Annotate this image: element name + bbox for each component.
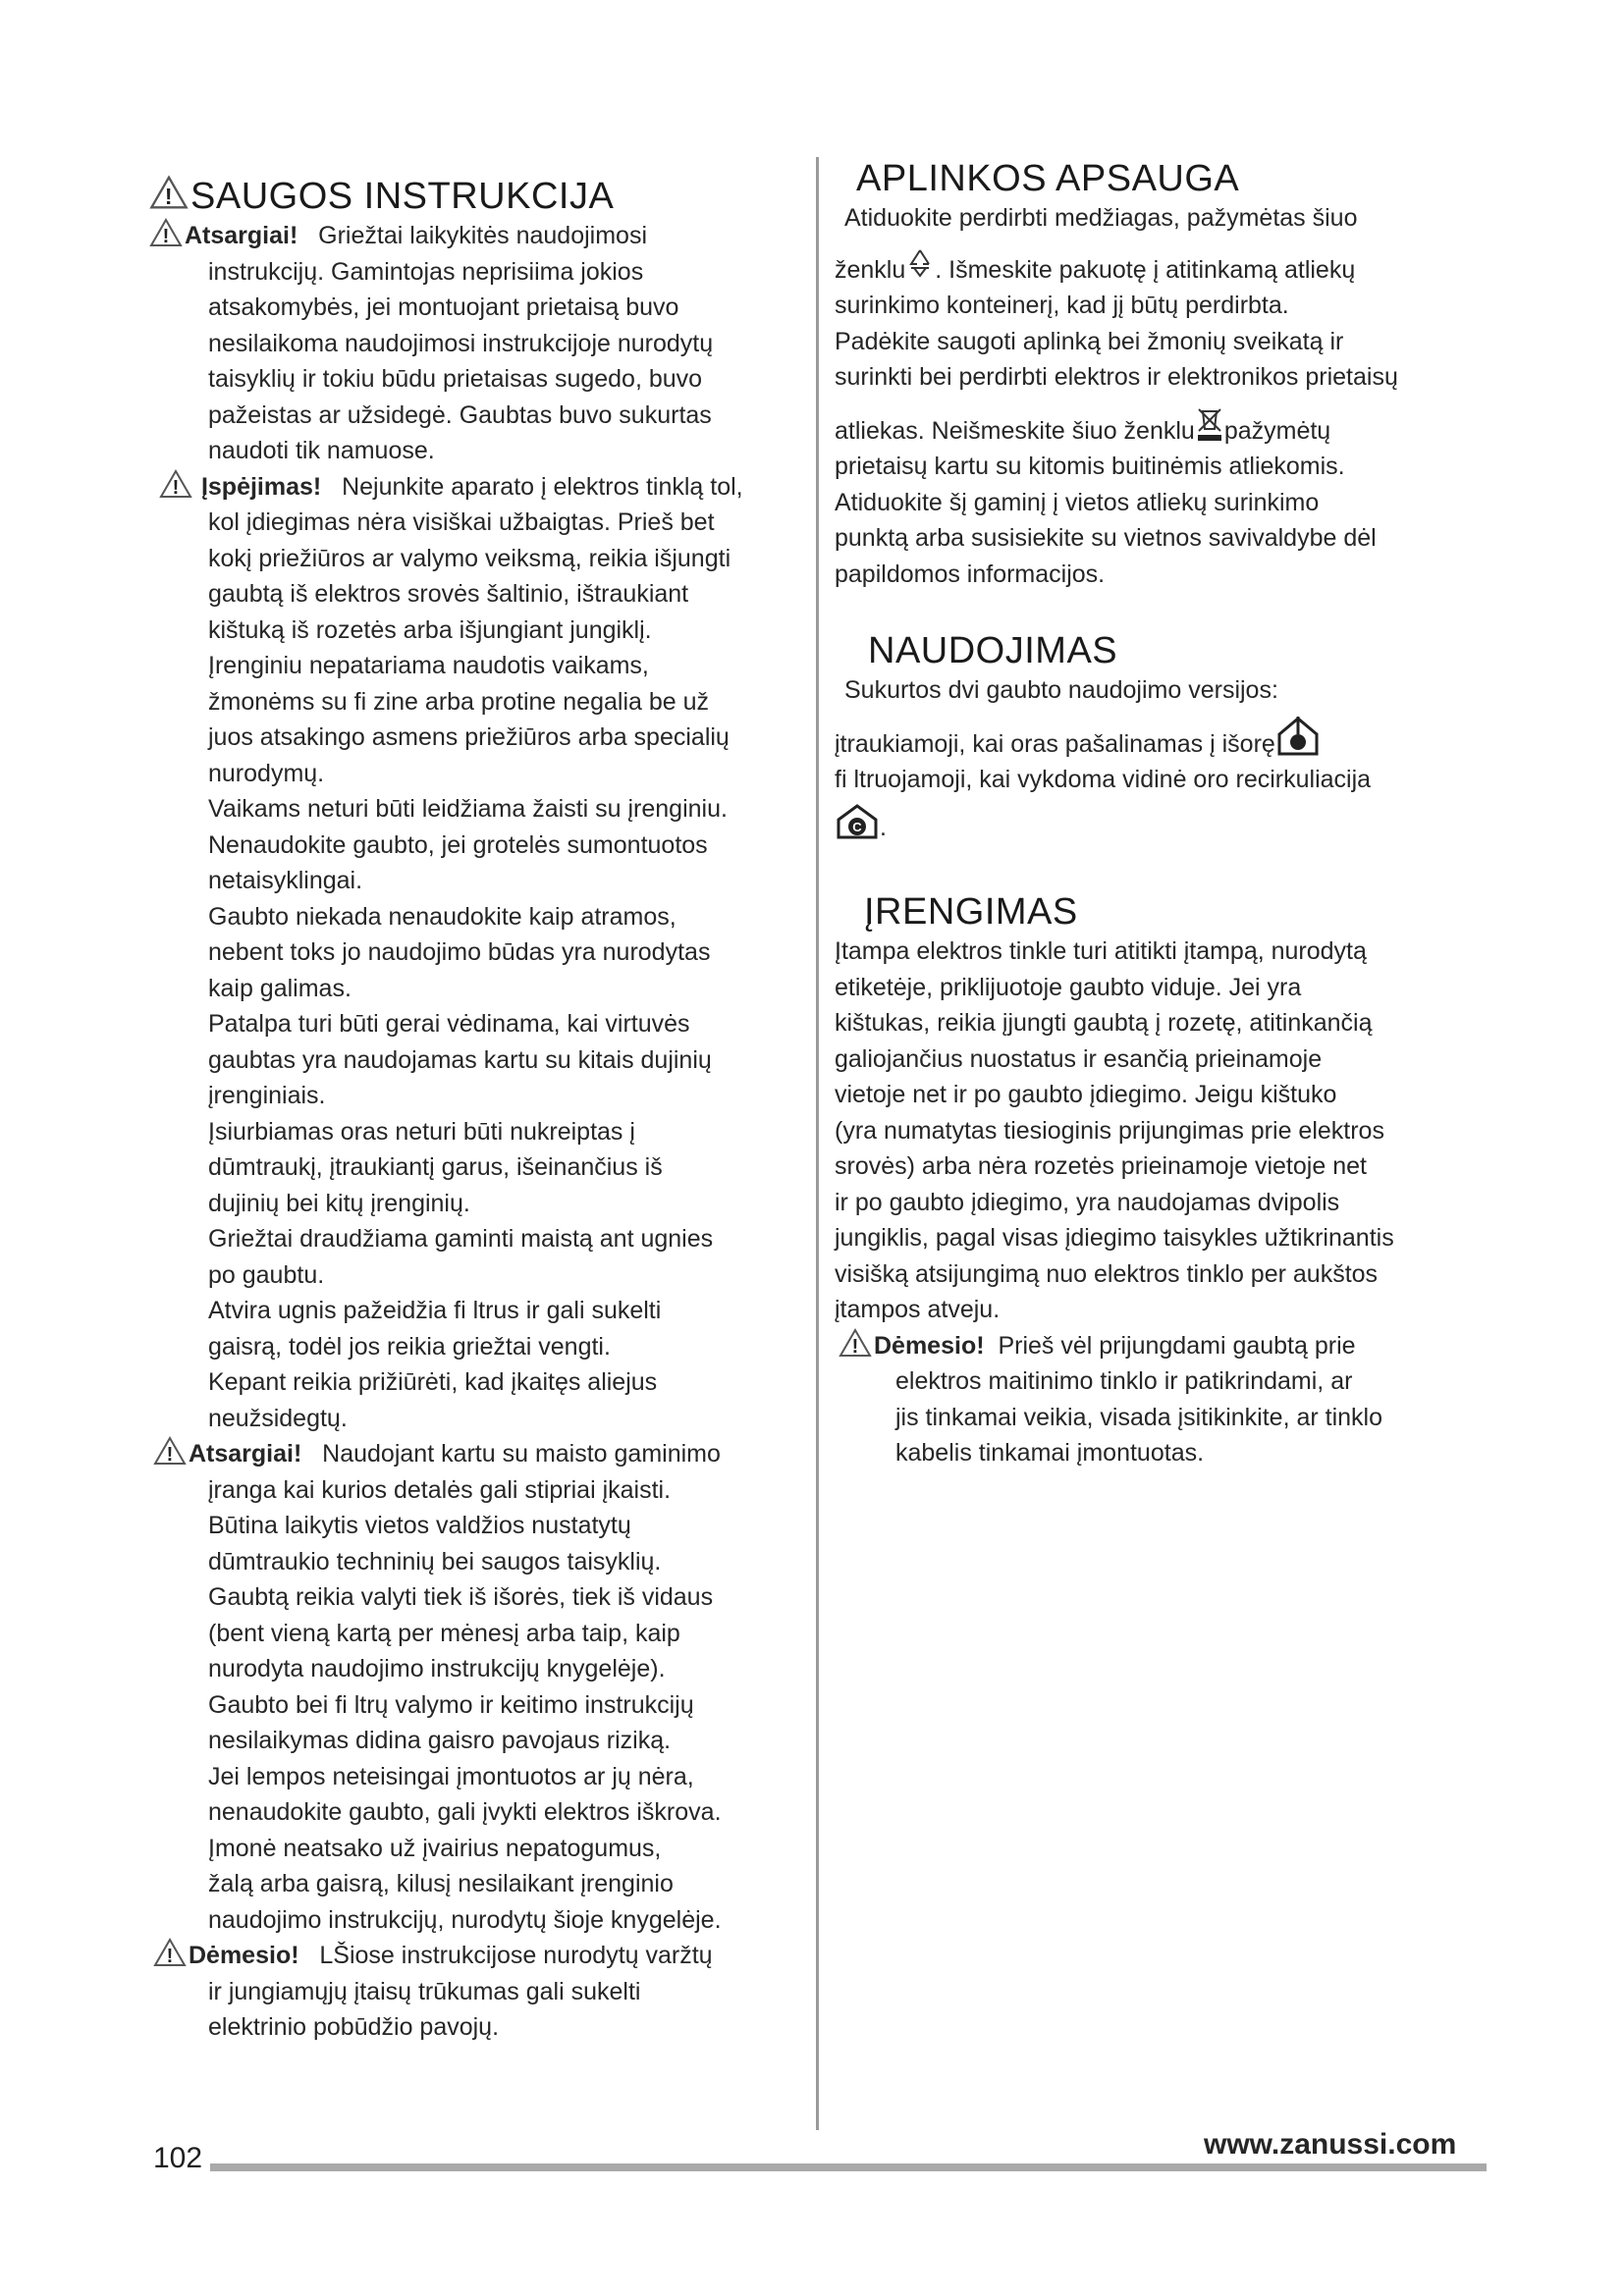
caution-2-text: įranga kai kurios detalės gali stipriai įkaisti. Būtina laikytis vietos valdžios nustatytų dūmtraukio techninių bei saugos taisyklių. Gaubtą reikia valyti tiek iš išorės, tiek iš vidaus (bent vieną kartą per mėnesį arba taip, kaip nurodyta naudojimo instrukcijų knygelėje). Gaubto bei fi ltrų valymo ir keitimo instrukcijų nesilaikymas didina gaisro pavojaus riziką. Jei lempos neteisingai įmontuotos ar jų nėra, nenaudokite gaubto, gali įvykti elektros iškrova. Įmonė neatsako už įvairius nepatogumus, žalą arba gaisrą, kilusį nesilaikant įrenginio naudojimo instrukcijų, nurodytų šioje knygelėje. [208,1475,722,1934]
extraction-mode-icon [1275,715,1321,758]
installation-line: ir po gaubto įdiegimo, yra naudojamas dvipolis [835,1188,1340,1216]
svg-text:C: C [852,819,862,834]
environment-line: surinkimo konteinerį, kad jį būtų perdirbta. [835,292,1289,319]
warning-text: kol įdiegimas nėra visiškai užbaigtas. Prieš bet kokį priežiūros ar valymo veiksmą, reikia išjungti gaubtą iš elektros srovės šaltinio, ištraukiant kištuką iš rozetės arba išjungiant jungiklį. Įrenginiu nepatariama naudotis vaikams, žmonėms su fi zine arba protine negalia be už juos atsakingo asmens priežiūros arba specialių nurodymų. Vaikams neturi būti leidžiama žaisti su įrenginiu. Nenaudokite gaubto, jei grotelės sumontuotos netaisyklingai. Gaubto niekada nenaudokite kaip atramos, nebent toks jo naudojimo būdas yra nurodytas kaip galimas. Patalpa turi būti gerai vėdinama, kai virtuvės gaubtas yra naudojamas kartu su kitais dujinių įrenginiais. Įsiurbiamas oras neturi būti nukreiptas į dūmtraukį, įtraukiantį garus, išeinančius iš dujinių bei kitų įrenginių. Griežtai draudžiama gaminti maistą ant ugnies po gaubtu. Atvira ugnis pažeidžia fi ltrus ir gali sukelti gaisrą, todėl jos reikia griežtai vengti. Kepant reikia prižiūrėti, kad įkaitęs aliejus neužsidegtų. [208,508,731,1432]
crossed-bin-icon [1195,405,1224,443]
environment-line: punktą arba susisiekite su vietnos savivaldybe dėl [835,524,1377,552]
installation-title: ĮRENGIMAS [864,891,1078,933]
warning-icon [153,1436,187,1466]
right-column [835,157,1502,1471]
usage-line: C . [835,802,1502,846]
warning-icon [149,218,183,247]
usage-line: fi ltruojamoji, kai vykdoma vidinė oro recirkuliacija [835,766,1372,793]
environment-line: Atiduokite šį gaminį į vietos atliekų surinkimo [835,488,1320,516]
attention-heading: Dėmesio! LŠiose instrukcijose nurodytų varžtų [153,1938,825,1974]
installation-line: galiojančius nuostatus ir esančią prieinamoje [835,1044,1323,1073]
environment-line: ženklu . Išmeskite pakuotę į atitinkamą atliekų [835,252,1502,289]
environment-title: APLINKOS APSAUGA [856,158,1240,199]
footer-rule [210,2163,1487,2171]
column-divider [816,157,819,2130]
installation-line: kištukas, reikia įjungti gaubtą į rozetę, atitinkančią [835,1009,1373,1037]
warning-icon [839,1328,872,1358]
environment-line: Atiduokite perdirbti medžiagas, pažymėtas šiuo [844,204,1358,232]
caution-1-heading: Atsargiai! Griežtai laikykitės naudojimosi [149,218,825,254]
usage-title: NAUDOJIMAS [868,630,1118,671]
caution-1-text: instrukcijų. Gamintojas neprisiima jokios atsakomybės, jei montuojant prietaisą buvo nesilaikoma naudojimosi instrukcijoje nurodytų taisyklių ir tokiu būdu prietaisas sugedo, buvo pažeistas ar užsidegė. Gaubtas buvo sukurtas naudoti tik namuose. [208,257,714,464]
installation-line: vietoje net ir po gaubto įdiegimo. Jeigu kištuko [835,1081,1337,1108]
recirculation-mode-icon [835,802,880,841]
environment-line: surinkti bei perdirbti elektros ir elektronikos prietaisų [835,363,1398,391]
caution-2-heading: Atsargiai! Naudojant kartu su maisto gaminimo [153,1436,825,1472]
installation-line: jungiklis, pagal visas įdiegimo taisykles užtikrinantis [835,1224,1394,1252]
warning-icon [159,469,192,499]
environment-line: prietaisų kartu su kitomis buitinėmis atliekomis. [835,453,1345,480]
usage-line: įtraukiamoji, kai oras pašalinamas į išorę [835,726,1502,763]
installation-line: etiketėje, priklijuotoje gaubto viduje. Jei yra [835,973,1302,1001]
warning-icon [153,1938,187,1967]
installation-line: visišką atsijungimą nuo elektros tinklo per aukštos [835,1259,1379,1288]
usage-line: Sukurtos dvi gaubto naudojimo versijos: [844,676,1278,704]
footer-url: www.zanussi.com [1204,2128,1457,2161]
attention-text: ir jungiamųjų įtaisų trūkumas gali sukelti elektrinio pobūdžio pavojų. [208,1977,641,2041]
recycle-icon [905,246,935,280]
page-number: 102 [153,2142,203,2174]
attention-text: elektros maitinimo tinklo ir patikrindami, ar jis tinkamai veikia, visada įsitikinkite, ar tinklo kabelis tinkamai įmontuotas. [895,1367,1383,1467]
environment-line: atliekas. Neišmeskite šiuo ženklu pažymėtų [835,405,1502,450]
environment-line: Padėkite saugoti aplinką bei žmonių sveikatą ir [835,327,1344,355]
safety-title: SAUGOS INSTRUKCIJA [149,175,825,218]
installation-line: srovės) arba nėra rozetės prieinamoje vietoje net [835,1152,1367,1180]
installation-line: (yra numatytas tiesioginis prijungimas prie elektros [835,1116,1384,1145]
attention-heading: Dėmesio! Prieš vėl prijungdami gaubtą prie [839,1328,1502,1364]
warning-heading: Įspėjimas! Nejunkite aparato į elektros tinklą tol, [159,469,825,506]
safety-section [157,175,825,2046]
installation-line: įtampos atveju. [835,1296,1001,1323]
environment-line: papildomos informacijos. [835,560,1106,588]
installation-line: Įtampa elektros tinkle turi atitikti įtampą, nurodytą [835,937,1367,965]
warning-icon [149,175,189,210]
